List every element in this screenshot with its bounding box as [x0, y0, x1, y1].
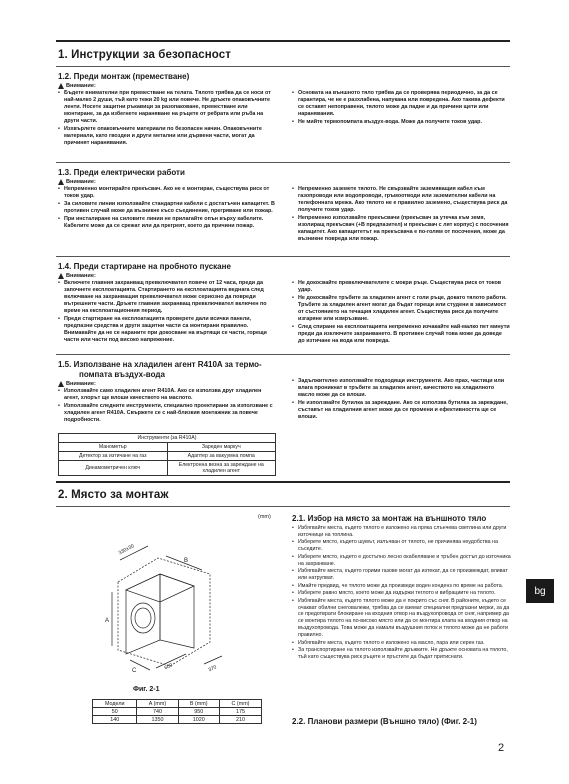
s14-right-list	[292, 280, 510, 346]
s12-left-list	[58, 90, 278, 148]
list-item: • За силовите линии използвайте стандартни кабели с достатъчен капацитет. В противен случай може да възникне късо съединение, прегряване или пожар.	[58, 201, 278, 215]
list-item: • Включете главния захранващ превключвател повече от 12 часа, преди да започнете експлоатацията. Стартирането на експлоатацията веднага след включване на захранващия превключвател може сериозно да повреди вътрешните части. Дръжте главния захранващ превключвател включен по време на експлоатационния период.	[58, 280, 278, 315]
s12-warning	[58, 83, 96, 89]
unit-label: (mm)	[258, 514, 271, 520]
list-item: • Преди стартиране на експлоатацията проверете дали всички панели, предпазни средства и други защитни части са монтирани правилно. Внимавайте да не се нараните при докосване на въртящи се части, горещи части или части под високо напрежение.	[58, 316, 278, 344]
s15-right-list	[292, 378, 510, 422]
table-cell: 140	[93, 716, 137, 724]
warning-icon	[58, 83, 64, 89]
list-item: • Бъдете внимателни при преместване на телата. Тялото трябва да се носи от най-малко 2 души, тъй като тежи 20 kg или повече. Не дръжте опаковъчните ленти. Носете защитни ръкавици за разопаковане, преместване или монтиране, за да избегнете нараняване на ръцете от ребрата или ръба на други части.	[58, 90, 278, 125]
s13-right-list	[292, 186, 510, 244]
warning-label: Внимание:	[66, 179, 96, 185]
section-1-title: 1. Инструкции за безопасност	[58, 49, 231, 61]
table-row	[93, 716, 262, 724]
table-cell: Адаптер за вакуумна помпа	[167, 452, 276, 461]
s13-warning	[58, 179, 96, 185]
table-header-cell: C (mm)	[220, 700, 262, 708]
table-cell: 740	[137, 708, 178, 716]
s14-title: 1.4. Преди стартиране на пробното пускане	[58, 262, 231, 271]
s15-warning	[58, 381, 96, 387]
warning-icon	[58, 179, 64, 185]
fan-grille	[131, 603, 155, 633]
table-cell: 50	[93, 708, 137, 716]
table-row	[59, 434, 276, 443]
s15-rule	[56, 354, 510, 355]
s12-right-list	[292, 90, 510, 127]
dim-a: A	[105, 618, 110, 624]
warning-label: Внимание:	[66, 273, 96, 279]
list-item: • Изхвърлете опаковъчните материали по безопасен начин. Опаковъчните материали, като гвоздеи и други метални или дървени части, могат да причинят наранявания.	[58, 126, 278, 147]
list-item: • Изберете равно място, което може да издържи теглото и вибрациите на тялото.	[292, 590, 512, 597]
list-item: • Избягвайте места, където тялото е изложено на масло, пара или серен газ.	[292, 640, 512, 647]
table-cell: 1350	[137, 716, 178, 724]
table-header-cell: Инструменти (за R410A)	[59, 434, 276, 443]
table-cell: Манометър	[59, 443, 168, 452]
s21-list	[292, 525, 512, 662]
s15-title-line1: 1.5. Използване на хладилен агент R410A за термо-	[58, 360, 262, 369]
dim-600: 600	[163, 662, 174, 672]
list-item: • Избягвайте места, където горими газове могат да изтекат, да се произвеждат, вливат или натрупват.	[292, 568, 512, 582]
s12-title: 1.2. Преди монтаж (преместване)	[58, 72, 190, 81]
list-item: • Непременно използвайте прекъсвачи (прекъсвач за утечка към земя, изолиращ прекъсвач (+B предпазител) и прекъсвач с лят корпус) с посочения капацитет. Ако капацитетът на прекъсвача е по-голям от посочения, може да възникне повреда или пожар.	[292, 215, 510, 243]
tools-table	[58, 433, 276, 476]
table-cell: Зареден маркуч	[167, 443, 276, 452]
list-item: • Не докосвайте тръбите за хладилен агент с голи ръце, докато тялото работи. Тръбите за хладилен агент могат да бъдат горещи или студени в зависимост от състоянието на течащия хладилен агент. Съществува риск да получите изгаряне или измръзване.	[292, 295, 510, 323]
table-row	[93, 700, 262, 708]
models-table	[92, 699, 262, 724]
top-rule	[56, 40, 510, 42]
s15-title-line2: помпата въздух-вода	[79, 370, 165, 379]
warning-label: Внимание:	[66, 381, 96, 387]
table-cell: 950	[178, 708, 220, 716]
page-number: 2	[498, 742, 505, 754]
section-2-rule	[56, 506, 510, 507]
table-header-cell: B (mm)	[178, 700, 220, 708]
table-cell: Динамометричен ключ	[59, 461, 168, 476]
list-item: • При инсталиране на силовите линии не прилагайте опън върху кабелите. Кабелите може да се срежат или да прегреят, което да причини пожар.	[58, 216, 278, 230]
language-tab: bg	[526, 579, 554, 603]
list-item: • Изберете място, където е достъпно лесно окабеляване и тръбен достъп до източника на захранване.	[292, 554, 512, 568]
table-cell: 1020	[178, 716, 220, 724]
dim-330: 330±30	[117, 543, 136, 557]
warning-icon	[58, 381, 64, 387]
s13-rule	[56, 162, 510, 163]
table-header-cell: A (mm)	[137, 700, 178, 708]
section-2-top-rule	[56, 481, 510, 483]
dim-370: 370	[207, 664, 218, 674]
s13-left-list	[58, 186, 278, 230]
list-item: • Основата на външното тяло трябва да се проверява периодично, за да се гарантира, че не е разхлабена, напукана или повредена. Ако такива дефекти се оставят непоправени, тялото може да падне и да причини щети или наранявания.	[292, 90, 510, 118]
table-cell: 210	[220, 716, 262, 724]
dim-line-370	[204, 656, 222, 664]
list-item: • Непременно заземете тялото. Не свързвайте заземяващия кабел към газопроводи или водопроводи, гръмоотводи или заземителни кабели на телефонната мрежа. Ако тялото не е правилно заземено, съществува риск да получите токов удар.	[292, 186, 510, 214]
list-item: • Задължително използвайте подходящи инструменти. Ако прах, частици или влага проникнат в тръбите за хладилен агент, качеството на хладилното масло може да се влоши.	[292, 378, 510, 399]
table-row	[59, 443, 276, 452]
s13-title: 1.3. Преди електрически работи	[58, 168, 185, 177]
unit-side-face	[160, 574, 194, 648]
list-item: • Не използвайте бутилка за зареждане. Ако се използва бутилка за зареждане, съставът на хладилния агент може да се промени и ефективността ще се влоши.	[292, 400, 510, 421]
section-2-title: 2. Място за монтаж	[58, 489, 169, 501]
figure-2-1	[90, 530, 270, 678]
s22-title: 2.2. Планови размери (Външно тяло) (Фиг. 2-1)	[292, 717, 477, 726]
list-item: • Имайте предвид, че тялото може да произведе воден конденз по време на работа.	[292, 583, 512, 590]
list-item: • Използвайте само хладилен агент R410A. Ако се използва друг хладилен агент, хлорът ще влоши качеството на маслото.	[58, 388, 278, 402]
list-item: • За транспортиране на тялото използвайте дръжките. Не дръжте основата на тялото, тъй като съществува риск ръцете и пръстите да бъдат притиснати.	[292, 647, 512, 661]
table-row	[93, 708, 262, 716]
dim-c: C	[132, 668, 137, 674]
s14-warning	[58, 273, 96, 279]
list-item: • Непременно монтирайте прекъсвач. Ако не е монтиран, съществува риск от токов удар.	[58, 186, 278, 200]
s14-left-list	[58, 280, 278, 345]
fan-grille-inner	[135, 608, 151, 628]
table-cell: Електронна везна за зареждане на хладилен агент	[167, 461, 276, 476]
table-row	[59, 461, 276, 476]
s15-left-list	[58, 388, 278, 425]
list-item: • След спиране на експлоатацията непременно изчакайте най-малко пет минути преди да изключите захранването. В противен случай това може да доведе до изтичане на вода или повреда.	[292, 324, 510, 345]
list-item: • Не докосвайте превключвателите с мокри ръце. Съществува риск от токов удар.	[292, 280, 510, 294]
list-item: • Изберете място, където шумът, излъчван от тялото, не причинява неудобства на съседите.	[292, 539, 512, 553]
warning-icon	[58, 273, 64, 279]
list-item: • Избягвайте места, където тялото може да е покрито със сняг. В районите, където се очакват обилни снеговалежи, трябва да се вземат специални предпазни мерки, за да се предотврати блокиране на входния отвор на въздухопровода от сняг, например да се монтира тялото на по-високо място или да се монтира клапа на входния отвор на въздухопровода. Това може да намали въздушния поток и тялото може да не работи правилно.	[292, 598, 512, 639]
warning-label: Внимание:	[66, 83, 96, 89]
list-item: • Използвайте следните инструменти, специално проектирани за използване с хладилен агент R410A. Свържете се с най-близкия монтажник за повече подробности.	[58, 403, 278, 424]
section-1-rule	[56, 66, 510, 67]
table-header-cell: Модели	[93, 700, 137, 708]
list-item: • Не мийте термопомпата въздух-вода. Може да получите токов удар.	[292, 119, 510, 126]
table-row	[59, 452, 276, 461]
dim-b: B	[184, 558, 189, 564]
s14-rule	[56, 256, 510, 257]
table-cell: 175	[220, 708, 262, 716]
s21-title: 2.1. Избор на място за монтаж на външното тяло	[292, 514, 487, 523]
figure-caption: Фиг. 2-1	[133, 686, 160, 693]
table-cell: Детектор за изтичане на газ	[59, 452, 168, 461]
list-item: • Избягвайте места, където тялото е изложено на пряка слънчева светлина или други източници на топлина.	[292, 525, 512, 539]
